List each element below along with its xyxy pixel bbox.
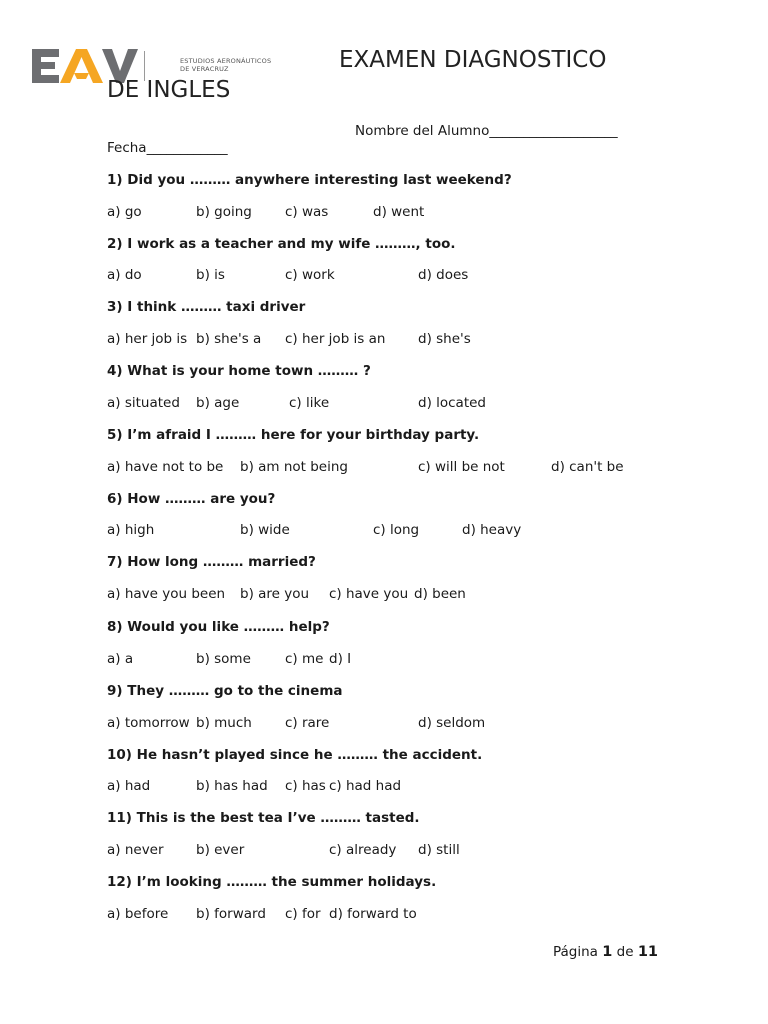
option-d: d) seldom — [418, 715, 486, 731]
option-a: a) have you been — [107, 586, 226, 602]
option-b: b) is — [196, 267, 225, 283]
option-d: d) still — [418, 842, 460, 858]
option-c: c) her job is an — [285, 331, 386, 347]
option-a: a) go — [107, 204, 142, 220]
option-b: b) much — [196, 715, 252, 731]
option-c: c) for — [285, 906, 321, 922]
option-c-second: c) had had — [329, 778, 402, 794]
option-c: c) work — [285, 267, 335, 283]
question-5: 5) I’m afraid I ……… here for your birthday party. — [107, 427, 480, 443]
question-3: 3) I think ……… taxi driver — [107, 299, 306, 315]
option-b: b) age — [196, 395, 240, 411]
date-field: Fecha____________ — [107, 140, 228, 156]
question-1: 1) Did you ……… anywhere interesting last weekend? — [107, 172, 512, 188]
option-b: b) are you — [240, 586, 310, 602]
question-8: 8) Would you like ……… help? — [107, 619, 330, 635]
option-b: b) forward — [196, 906, 266, 922]
total-pages: 11 — [637, 944, 659, 960]
exam-title: EXAMEN DIAGNOSTICO — [339, 47, 607, 73]
page-number — [553, 943, 658, 961]
question-6: 6) How ……… are you? — [107, 491, 276, 507]
option-b: b) wide — [240, 522, 290, 538]
option-d: d) can't be — [551, 459, 624, 475]
option-a: a) situated — [107, 395, 180, 411]
option-a: a) do — [107, 267, 142, 283]
question-9-options — [107, 714, 727, 732]
question-10-options — [107, 777, 727, 795]
option-a: a) her job is — [107, 331, 188, 347]
page-label: Página — [553, 944, 598, 960]
question-8-options — [107, 650, 727, 668]
option-a: a) before — [107, 906, 169, 922]
option-c: c) was — [285, 204, 329, 220]
option-d: d) forward to — [329, 906, 417, 922]
question-3-options — [107, 330, 727, 348]
student-name-field: Nombre del Alumno___________________ — [355, 123, 618, 139]
question-5-options — [107, 458, 727, 476]
option-a: a) never — [107, 842, 164, 858]
option-c: c) will be not — [418, 459, 505, 475]
option-a: a) high — [107, 522, 155, 538]
option-c: c) already — [329, 842, 397, 858]
option-d: d) she's — [418, 331, 471, 347]
option-c: c) like — [289, 395, 330, 411]
question-4: 4) What is your home town ……… ? — [107, 363, 371, 379]
option-a: a) have not to be — [107, 459, 224, 475]
question-12: 12) I’m looking ……… the summer holidays. — [107, 874, 437, 890]
question-2: 2) I work as a teacher and my wife ………, too. — [107, 236, 456, 252]
logo-sub-line1: ESTUDIOS AERONÁUTICOS — [180, 57, 272, 65]
question-4-options — [107, 394, 727, 412]
logo-sub-line2: DE VERACRUZ — [180, 65, 229, 73]
option-d: d) does — [418, 267, 469, 283]
option-b: b) ever — [196, 842, 245, 858]
question-7: 7) How long ……… married? — [107, 554, 316, 570]
option-c: c) me — [285, 651, 324, 667]
option-c: c) has — [285, 778, 326, 794]
question-11-options — [107, 841, 727, 859]
question-6-options — [107, 521, 727, 539]
question-1-options — [107, 203, 727, 221]
option-b: b) am not being — [240, 459, 348, 475]
logo-subtitle — [180, 57, 271, 73]
option-b: b) going — [196, 204, 252, 220]
option-b: b) has had — [196, 778, 268, 794]
option-d: d) been — [414, 586, 466, 602]
option-c: c) rare — [285, 715, 330, 731]
option-d: d) I — [329, 651, 352, 667]
option-d: d) located — [418, 395, 487, 411]
question-9: 9) They ……… go to the cinema — [107, 683, 343, 699]
option-a: a) a — [107, 651, 134, 667]
question-7-options — [107, 585, 727, 603]
option-b: b) she's a — [196, 331, 262, 347]
of-label: de — [616, 944, 634, 960]
option-c: c) long — [373, 522, 420, 538]
question-10: 10) He hasn’t played since he ……… the accident. — [107, 747, 483, 763]
question-11: 11) This is the best tea I’ve ……… tasted. — [107, 810, 420, 826]
question-2-options — [107, 266, 727, 284]
option-a: a) had — [107, 778, 151, 794]
current-page: 1 — [602, 944, 613, 960]
option-a: a) tomorrow — [107, 715, 190, 731]
option-d: d) heavy — [462, 522, 522, 538]
question-12-options — [107, 905, 727, 923]
option-b: b) some — [196, 651, 251, 667]
option-d: d) went — [373, 204, 425, 220]
option-c: c) have you — [329, 586, 409, 602]
exam-title-continued: DE INGLES — [107, 77, 231, 103]
